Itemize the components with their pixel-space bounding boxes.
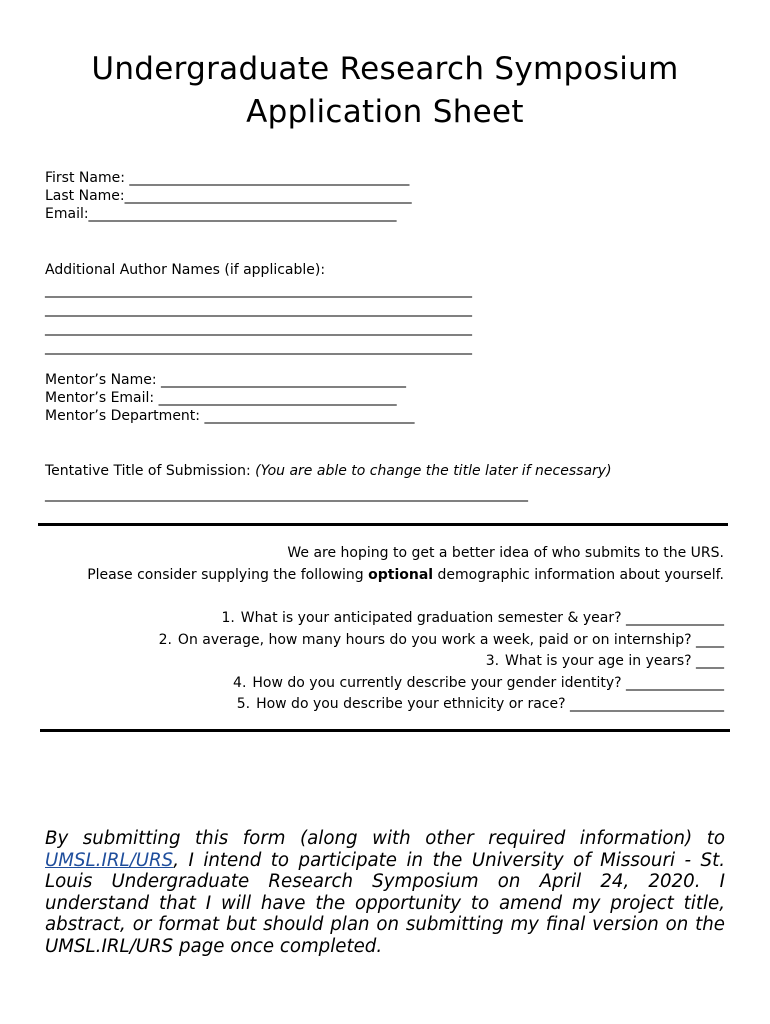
first-name-field[interactable]: First Name: ________________________________________ bbox=[45, 170, 410, 186]
question-text: How do you currently describe your gender identity? ______________ bbox=[252, 675, 724, 691]
question-text: What is your age in years? ____ bbox=[505, 653, 724, 669]
section-divider-top bbox=[38, 523, 728, 526]
demographics-intro-2 bbox=[87, 566, 724, 584]
submission-title-text: Tentative Title of Submission: bbox=[45, 463, 256, 479]
section-divider-bottom bbox=[40, 729, 730, 732]
title-line-2: Application Sheet bbox=[246, 94, 524, 130]
email-field[interactable]: Email:____________________________________________ bbox=[45, 206, 397, 222]
author-line-4[interactable]: _____________________________________________________________ bbox=[45, 339, 472, 355]
question-number: 2. bbox=[158, 632, 172, 648]
question-number: 4. bbox=[233, 675, 247, 691]
author-line-3[interactable]: _____________________________________________________________ bbox=[45, 320, 472, 336]
intro-optional-bold: optional bbox=[368, 567, 434, 583]
question-number: 3. bbox=[485, 653, 500, 669]
question-text: What is your anticipated graduation semester & year? ______________ bbox=[240, 610, 724, 626]
author-line-2[interactable]: _____________________________________________________________ bbox=[45, 301, 472, 317]
intro-text-post: demographic information about yourself. bbox=[433, 567, 724, 583]
statement-post: , I intend to participate in the University of Missouri - St. Louis Undergraduate Research Symposium on April 24, 2020. I understand that I will have the opportunity to amend my project title, abstract, or format but should plan on submitting my final version on the UMSL.IRL/URS page once completed. bbox=[45, 849, 725, 957]
question-4[interactable] bbox=[233, 674, 724, 692]
statement-pre: By submitting this form (along with other required information) to bbox=[45, 828, 725, 849]
mentor-name-field[interactable]: Mentor’s Name: ___________________________________ bbox=[45, 372, 407, 388]
consent-statement bbox=[45, 828, 725, 957]
demographics-intro-1: We are hoping to get a better idea of who submits to the URS. bbox=[287, 545, 724, 561]
additional-authors-label: Additional Author Names (if applicable): bbox=[45, 262, 326, 278]
submission-title-field[interactable]: _____________________________________________________________________ bbox=[45, 486, 528, 502]
author-line-1[interactable]: _____________________________________________________________ bbox=[45, 282, 472, 298]
submission-title-label bbox=[45, 462, 612, 480]
intro-text-pre: Please consider supplying the following bbox=[87, 567, 369, 583]
question-5[interactable] bbox=[237, 695, 724, 713]
question-number: 1. bbox=[221, 610, 235, 626]
submission-title-hint: (You are able to change the title later if necessary) bbox=[255, 463, 612, 479]
page-title bbox=[0, 48, 770, 134]
question-1[interactable] bbox=[221, 609, 724, 627]
mentor-email-field[interactable]: Mentor’s Email: __________________________________ bbox=[45, 390, 397, 406]
question-number: 5. bbox=[236, 696, 251, 712]
mentor-department-field[interactable]: Mentor’s Department: ______________________________ bbox=[45, 408, 415, 424]
question-text: On average, how many hours do you work a week, paid or on internship? ____ bbox=[177, 632, 724, 648]
urs-link[interactable]: UMSL.IRL/URS bbox=[45, 849, 174, 871]
title-line-1: Undergraduate Research Symposium bbox=[91, 51, 679, 87]
question-3[interactable] bbox=[486, 652, 724, 670]
last-name-field[interactable]: Last Name:_________________________________________ bbox=[45, 188, 412, 204]
question-text: How do you describe your ethnicity or race? ______________________ bbox=[256, 696, 724, 712]
question-2[interactable] bbox=[159, 631, 724, 649]
